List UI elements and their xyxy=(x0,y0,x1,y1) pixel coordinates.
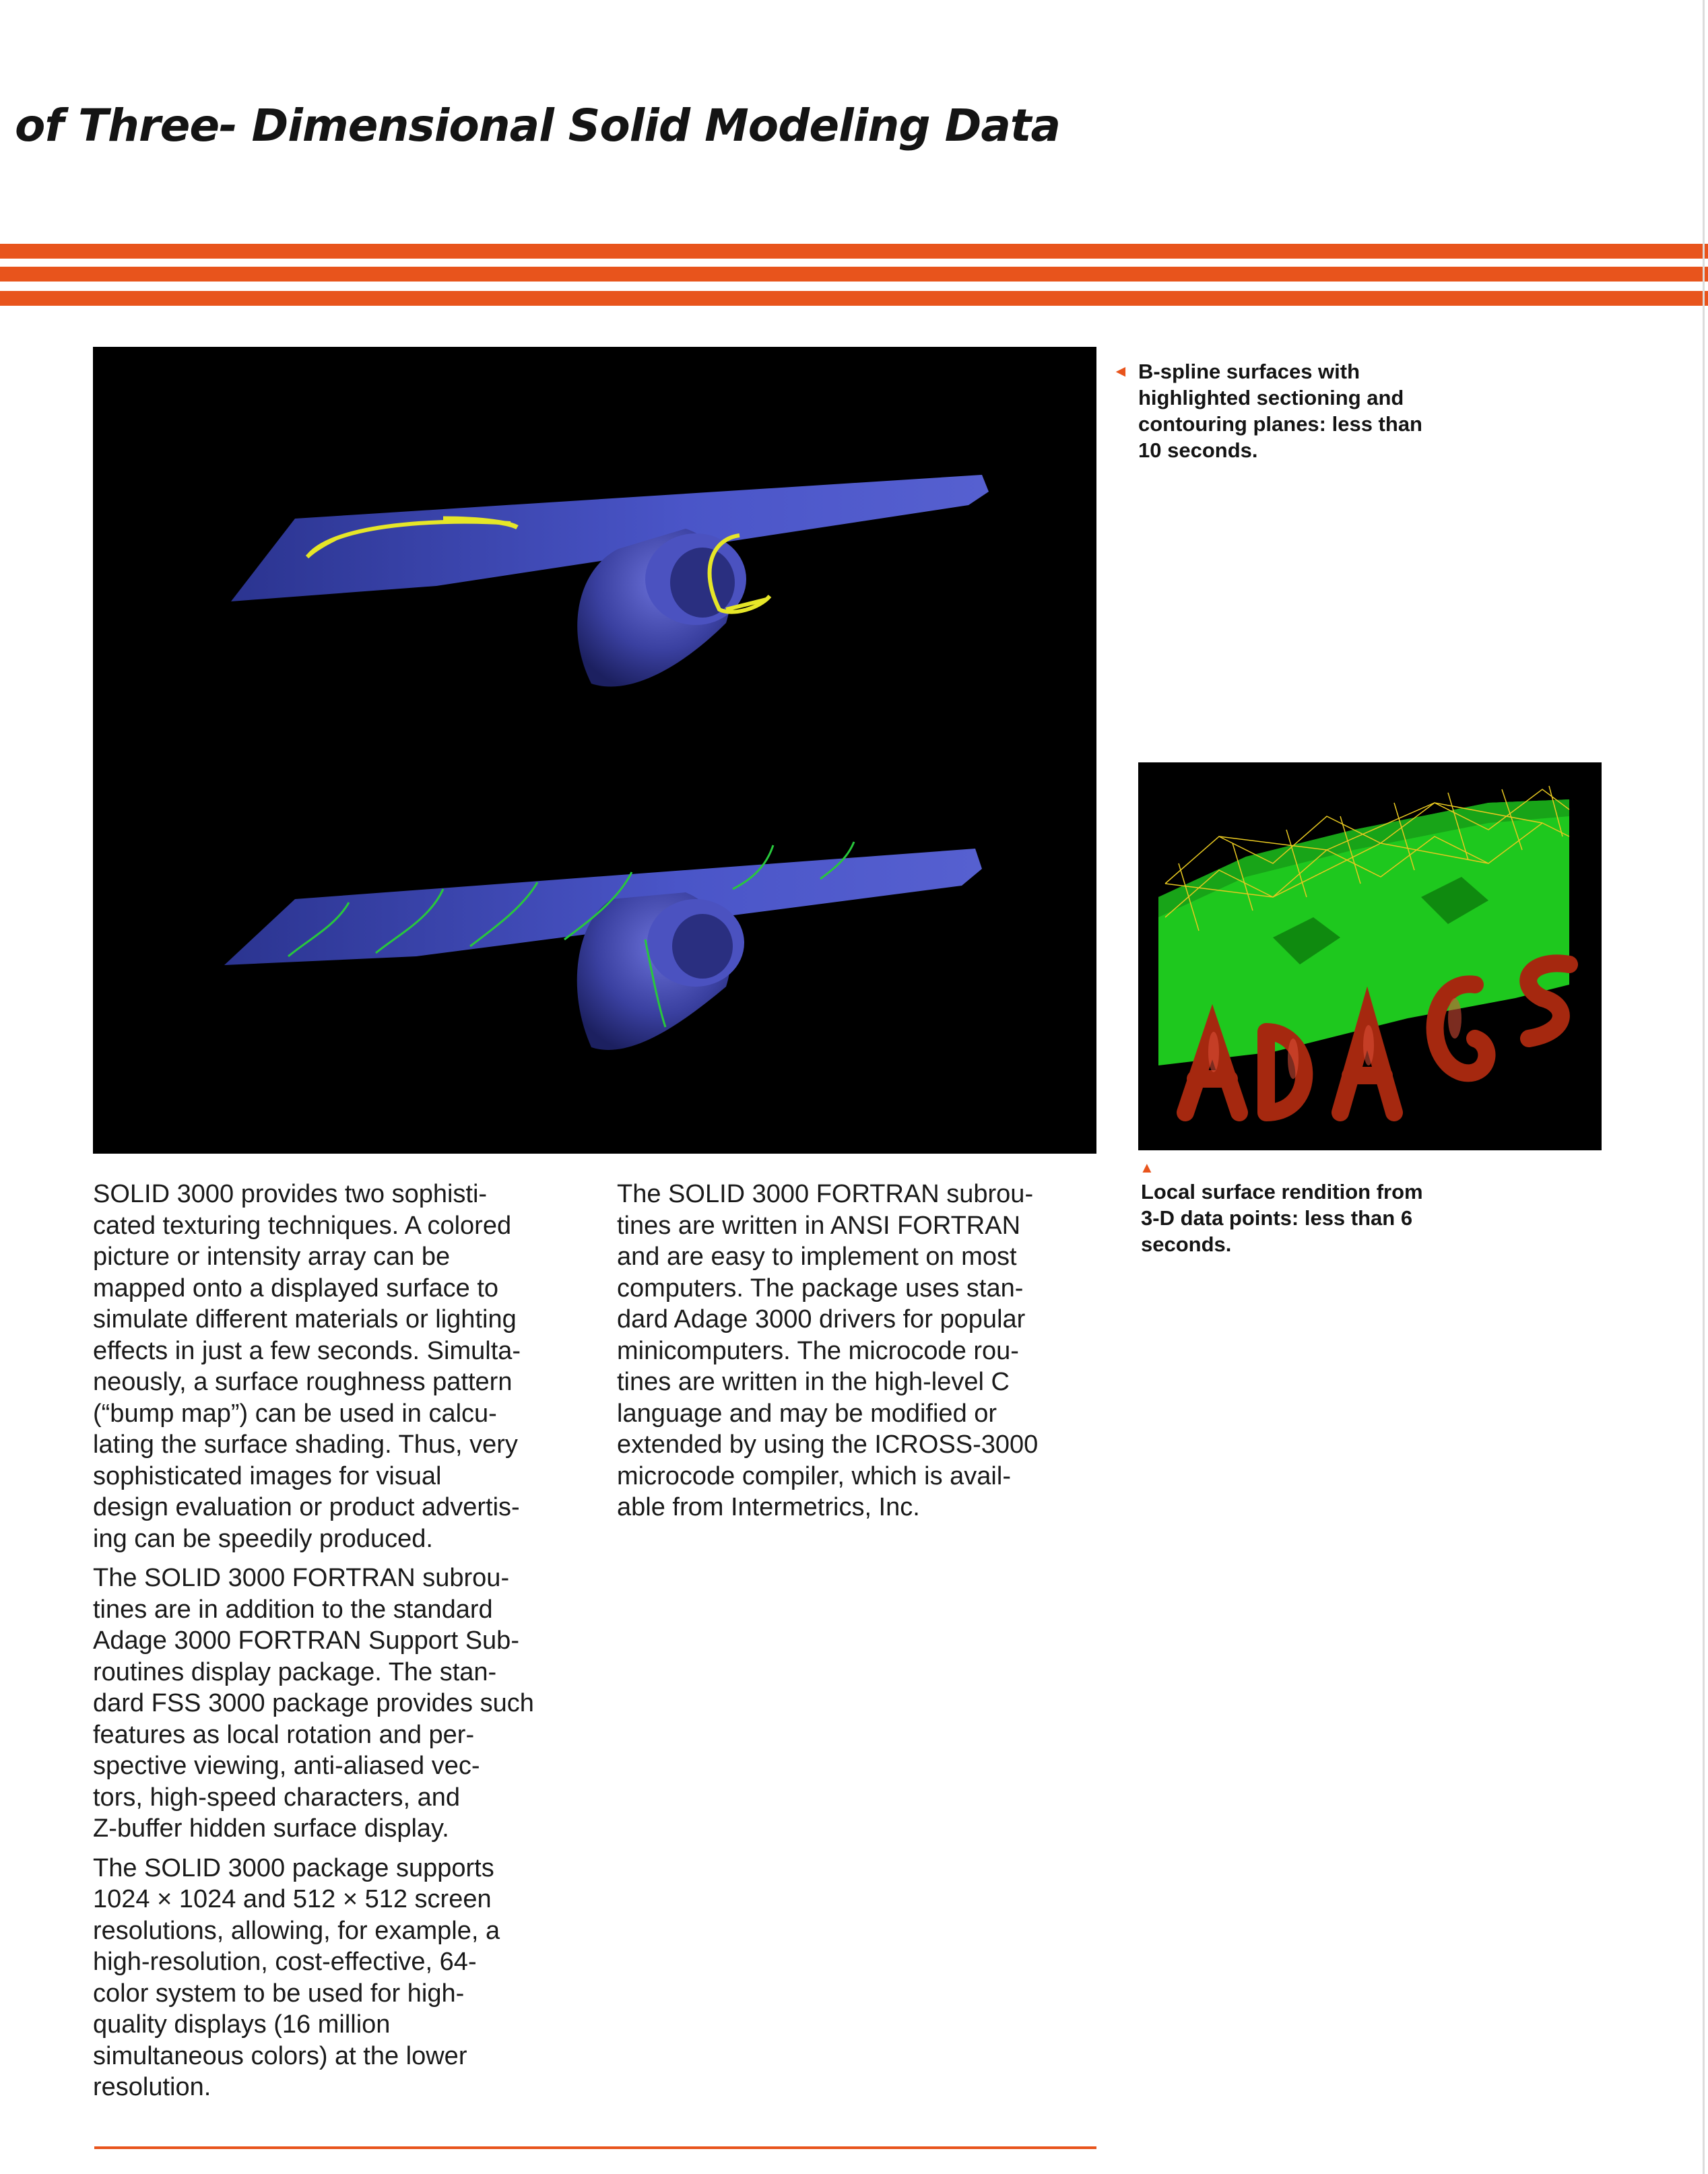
top-figure-caption: B-spline surfaces with highlighted sectioning and contouring planes: less than 10 seconds. xyxy=(1138,360,1422,462)
page-edge xyxy=(1703,0,1705,2174)
paragraph: The SOLID 3000 FORTRAN subrou- tines are in addition to the standard Adage 3000 FORTRAN Support Sub- routines display package. The stan- dard FSS 3000 package provides such features as local rotation and per- spective viewing, anti-aliased vec- tors, high-speed characters, and Z-buffer hidden surface display. xyxy=(93,1564,534,1843)
orange-stripe-2 xyxy=(0,267,1708,282)
page-title: of Three- Dimensional Solid Modeling Data xyxy=(15,100,1061,152)
orange-stripe-3 xyxy=(0,291,1708,306)
bottom-rule xyxy=(94,2146,1096,2149)
right-figure-caption: Local surface rendition from 3-D data points: less than 6 seconds. xyxy=(1141,1180,1423,1256)
caption-arrow-left: ◄ xyxy=(1113,362,1129,381)
body-column-2 xyxy=(617,1179,1102,1531)
bspline-wings-image xyxy=(93,347,1096,1154)
paragraph: SOLID 3000 provides two sophisti- cated texturing techniques. A colored picture or intensity array can be mapped onto a displayed surface to simulate different materials or lighting effects in just a few seconds. Simulta- neously, a surface roughness pattern (“bump map”) can be used in calcu- lating the surface shading. Thus, very sophisticated images for visual design evaluation or product advertis- ing can be speedily produced. xyxy=(93,1180,521,1553)
upper-wing xyxy=(231,475,989,686)
orange-stripe-1 xyxy=(0,244,1708,259)
caption-arrow-up: ▲ xyxy=(1140,1159,1154,1176)
paragraph: The SOLID 3000 FORTRAN subrou- tines are written in ANSI FORTRAN and are easy to implement on most computers. The package uses stan- dard Adage 3000 drivers for popular minicomputers. The microcode rou- tines are written in the high-level C language and may be modified or extended by using the ICROSS-3000 microcode compiler, which is avail- able from Intermetrics, Inc. xyxy=(617,1180,1039,1521)
body-column-1 xyxy=(93,1179,591,2111)
paragraph: The SOLID 3000 package supports 1024 × 1024 and 512 × 512 screen resolutions, allowing, for example, a high-resolution, cost-effective, 64- color system to be used for high- quality displays (16 million simultaneous colors) at the lower resolution. xyxy=(93,1853,500,2101)
lower-wing xyxy=(224,842,982,1050)
adage-surface-image xyxy=(1138,762,1602,1150)
